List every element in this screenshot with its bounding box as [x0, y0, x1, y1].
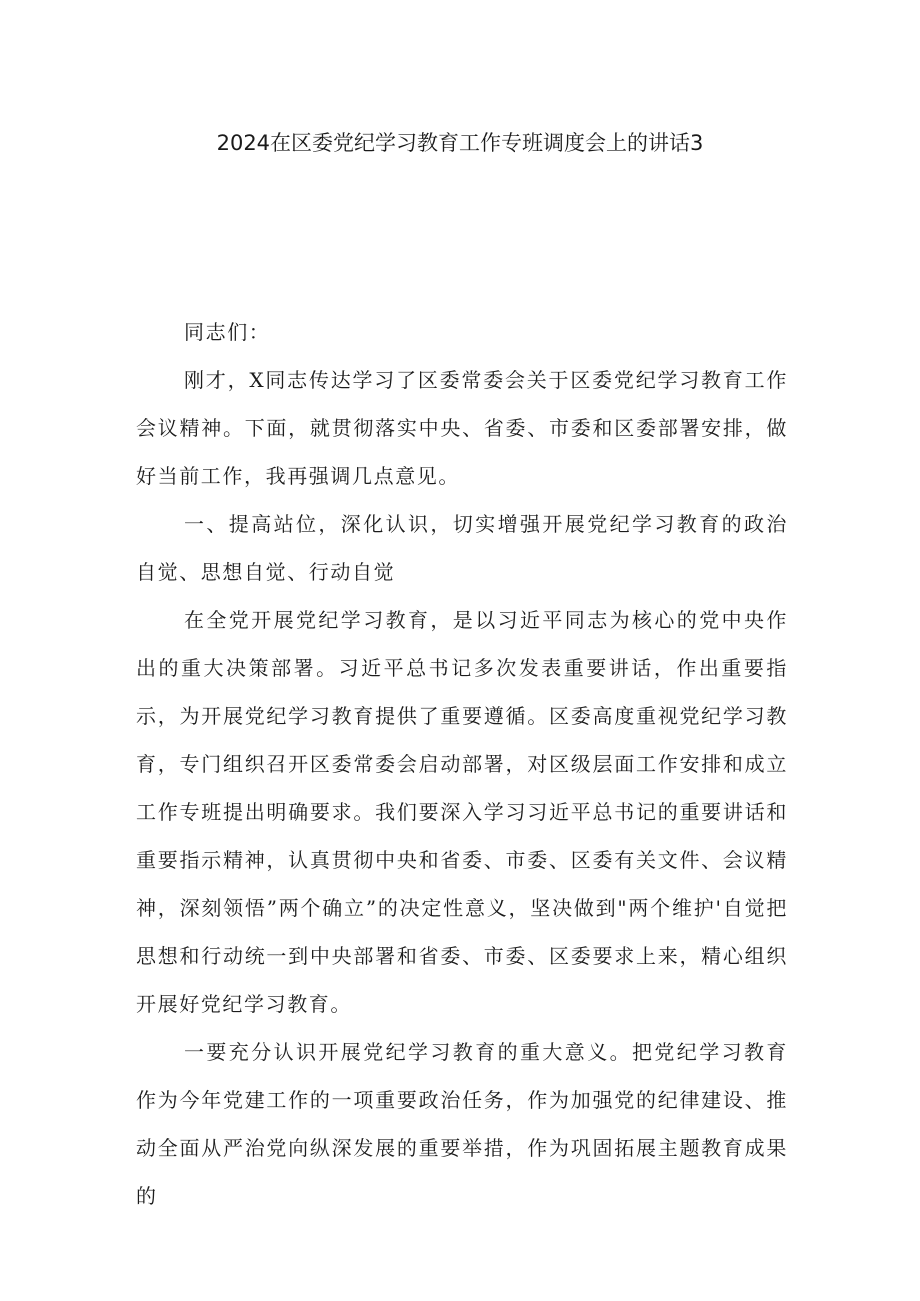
document-title: 2024在区委党纪学习教育工作专班调度会上的讲话3 — [216, 131, 704, 155]
paragraph-section-1-intro: 在全党开展党纪学习教育，是以习近平同志为核心的党中央作出的重大决策部署。习近平总书记多次发表重要讲话，作出重要指示，为开展党纪学习教育提供了重要遵循。区委高度重视党纪学习教育，专门组织召开区委常委会启动部署，对区级层面工作安排和成立工作专班提出明确要求。我们要深入学习习近平总书记的重要讲话和重要指示精神，认真贯彻中央和省委、市委、区委有关文件、会议精神，深刻领悟”两个确立”的决定性意义，坚决做到"两个维护'自觉把思想和行动统一到中央部署和省委、市委、区委要求上来，精心组织开展好党纪学习教育。 — [136, 608, 788, 1016]
paragraph-opening: 刚才，X同志传达学习了区委常委会关于区委党纪学习教育工作会议精神。下面，就贯彻落实中央、省委、市委和区委部署安排，做好当前工作，我再强调几点意见。 — [136, 368, 788, 488]
paragraph-section-1-point-1: 一要充分认识开展党纪学习教育的重大意义。把党纪学习教育作为今年党建工作的一项重要政治任务，作为加强党的纪律建设、推动全面从严治党向纵深发展的重要举措，作为巩固拓展主题教育成果的 — [136, 1040, 788, 1208]
section-heading-1: 一、提高站位，深化认识，切实增强开展党纪学习教育的政治自觉、思想自觉、行动自觉 — [136, 512, 788, 584]
document-body — [136, 308, 788, 1220]
paragraph-salutation: 同志们： — [184, 320, 271, 344]
